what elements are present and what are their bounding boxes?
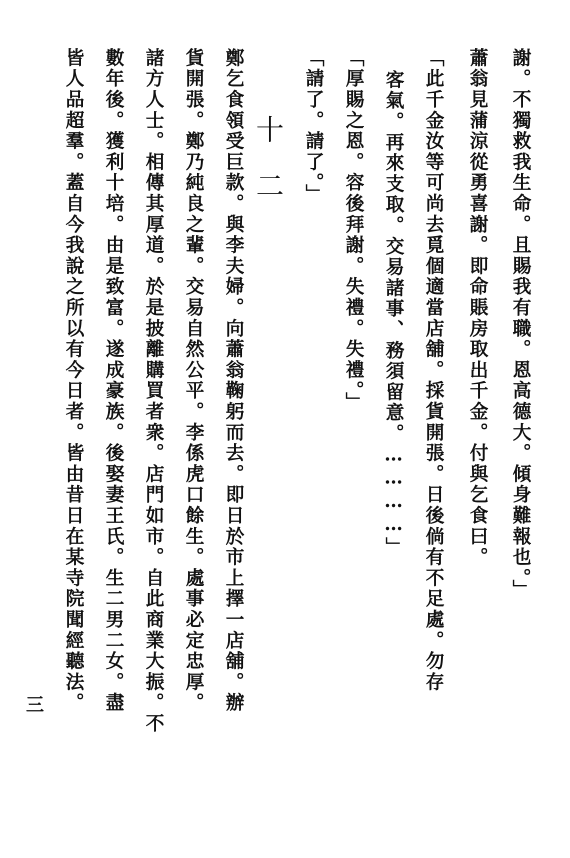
text-column-6: 「請了。請了。」 [303,48,324,206]
text-column-4: 客氣。再來支取。交易諸事、務須留意。…………」 [383,70,404,558]
text-column-11: 皆人品超羣。蓋自今我說之所以有今日者。皆由昔日在某寺院聞經聽法。 [63,48,84,714]
text-column-1: 謝。不獨救我生命。且賜我有職。恩高德大。傾身難報也。」 [510,48,531,601]
section-number: 十二 [252,115,285,227]
text-column-3: 「此千金汝等可尚去覓個適當店舖。採貨開張。日後倘有不足處。勿存 [423,48,444,693]
text-column-8: 貨開張。鄭乃純良之輩。交易自然公平。李係虎口餘生。處事必定忠厚。 [183,48,204,714]
text-column-5: 「厚賜之恩。容後拜謝。失禮。失禮。」 [343,48,364,414]
text-column-7: 鄭乞食領受巨款。與李夫婦。向蕭翁鞠躬而去。即日於市上擇一店舖。辦 [223,48,244,714]
page-number: 三 [23,695,44,713]
text-column-10: 數年後。獲利十培。由是致富。遂成豪族。後娶妻王氏。生二男二女。盡 [103,48,124,714]
text-column-9: 諸方人士。相傳其厚道。於是披離購買者衆。店門如市。自此商業大振。不 [143,48,164,735]
text-column-2: 蕭翁見蒲涼從勇喜謝。即命賬房取出千金。付與乞食曰。 [467,48,488,568]
